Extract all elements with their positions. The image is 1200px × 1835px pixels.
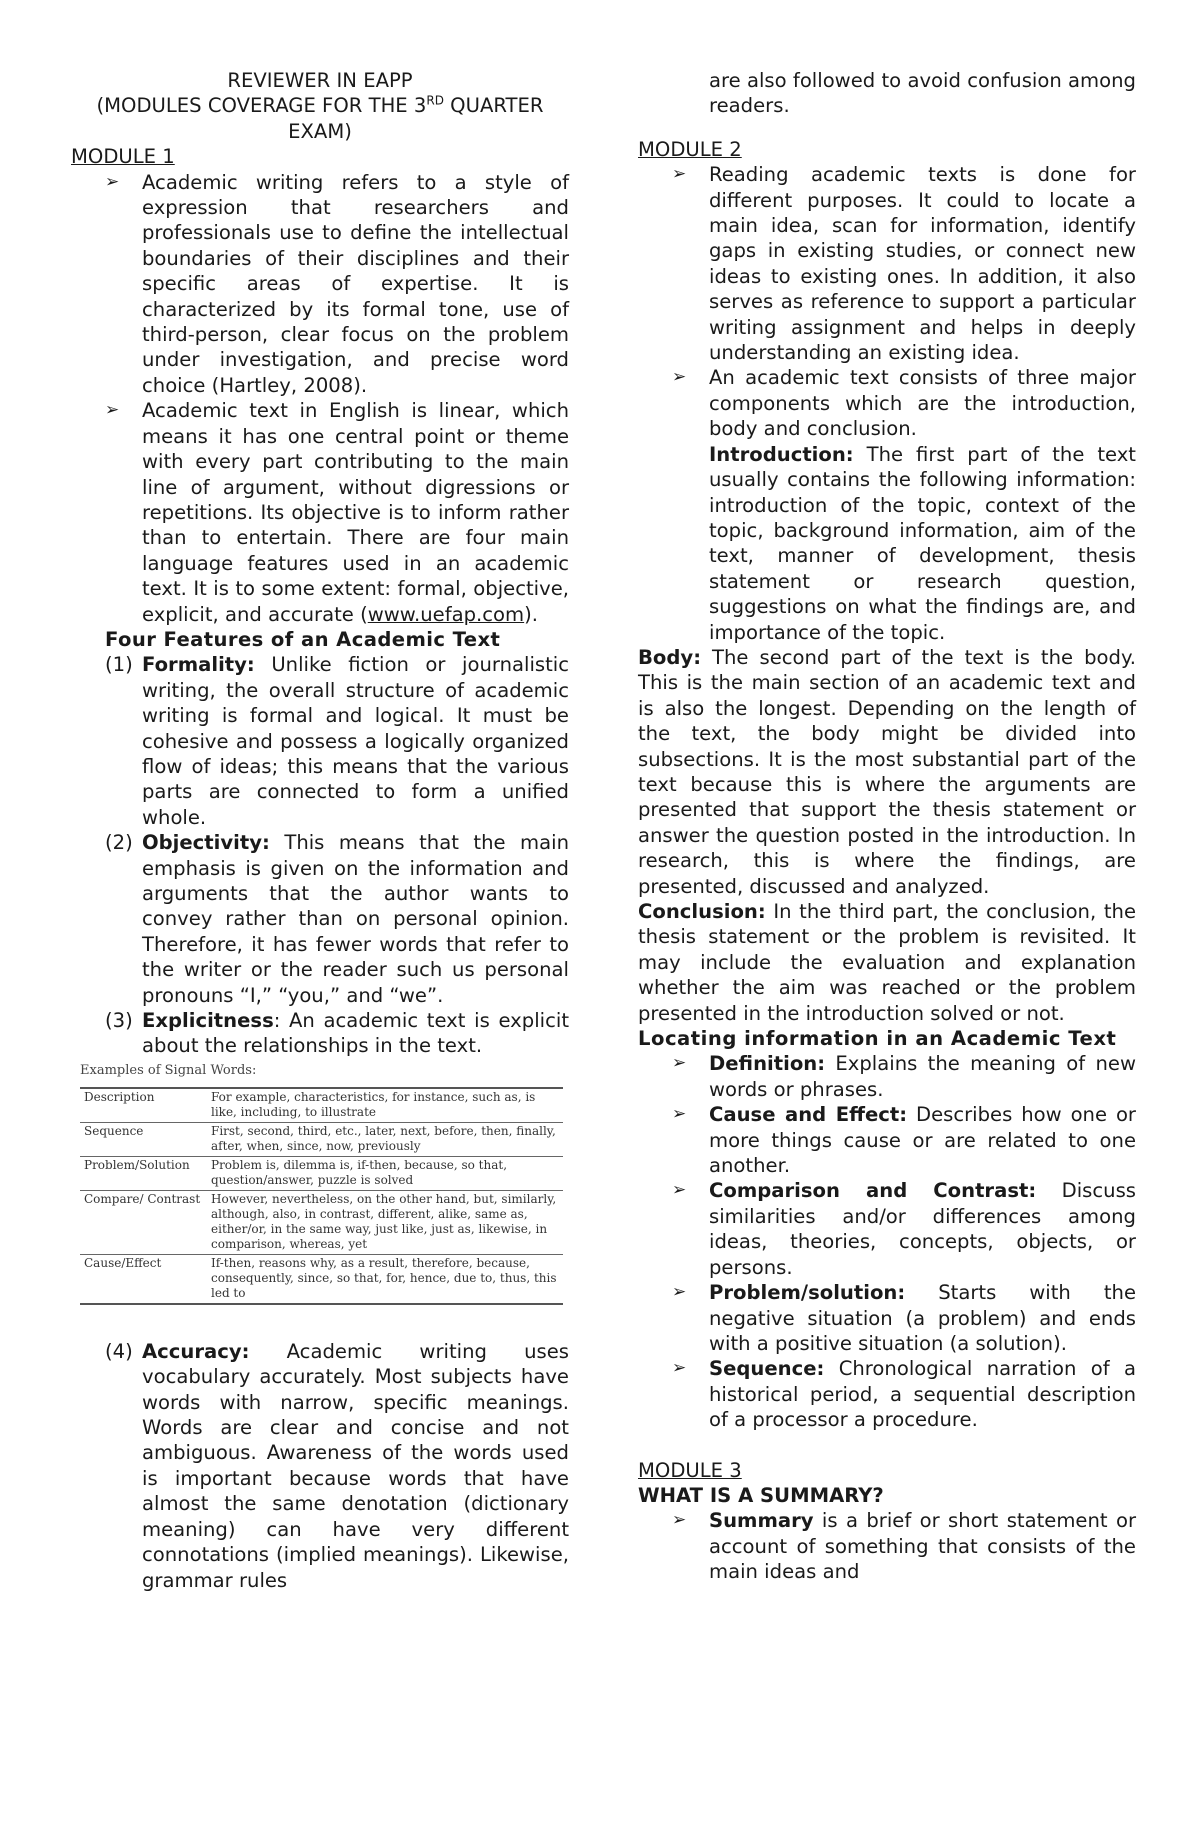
module3-subheading: WHAT IS A SUMMARY? (638, 1483, 884, 1507)
locating-text: Starts with the negative situation (a problem) and ends with a positive situation (a solution). (709, 1281, 1136, 1355)
table-cell-label: Compare/ Contrast (84, 1191, 201, 1206)
feature-term: Objectivity: (142, 831, 270, 855)
arrow-bullet-icon: ➢ (672, 1053, 687, 1074)
module3-heading: MODULE 3 (638, 1458, 742, 1482)
table-cell-words: First, second, third, etc., later, next, before, then, finally, after, when, since, now, previously (211, 1123, 556, 1153)
continued-text: are also followed to avoid confusion among readers. (709, 69, 1136, 118)
conclusion-term: Conclusion: (638, 900, 766, 923)
body-text: The second part of the text is the body. This is the main section of an academic text and is also the longest. Depending on the length of the text, the body might be divided into subsections. It is the most substantial part of the text because this is where the arguments are presented that support the thesis statement or answer the question posted in the introduction. In research, this is where the findings, are presented, discussed and analyzed. (638, 645, 1136, 898)
feature-text: Academic writing uses vocabulary accurately. Most subjects have words with narrow, specific meanings. Words are clear and concise and not ambiguous. Awareness of the words used is important because words that have almost the same denotation (dictionary meaning) can have very different connotations (implied meanings). Likewise, grammar rules (142, 1339, 569, 1592)
module3-bullet (638, 1508, 1136, 1584)
summary-text: is a brief or short statement or account of something that consists of the main ideas and (709, 1509, 1136, 1584)
arrow-bullet-icon: ➢ (672, 1282, 687, 1303)
features-heading: Four Features of an Academic Text (105, 627, 501, 651)
locating-item (638, 1102, 1136, 1178)
table-cell-label: Cause/Effect (84, 1255, 162, 1270)
module1-bullet (71, 398, 569, 627)
table-cell-words: Problem is, dilemma is, if-then, because, so that, question/answer, puzzle is solved (211, 1157, 508, 1187)
locating-term: Sequence: (709, 1357, 825, 1381)
locating-text: Describes how one or more things cause or are related to one another. (709, 1103, 1136, 1178)
left-column (71, 68, 569, 1593)
locating-term: Definition: (709, 1052, 826, 1076)
feature-number: (1) (105, 653, 133, 677)
feature-item (71, 652, 569, 830)
table-row (80, 1122, 563, 1156)
table-cell-words: However, nevertheless, on the other hand, but, similarly, although, also, in contrast, different, alike, same as, either/or, in the same way, just like, just as, likewise, in comparison, whereas, yet (211, 1191, 557, 1251)
introduction-text: The first part of the text usually contains the following information: introduction of the topic, context of the topic, background information, aim of the text, manner of development, thesis statement or research question, suggestions on what the findings are, and importance of the topic. (709, 442, 1136, 644)
locating-item (638, 1051, 1136, 1102)
table-cell-words: For example, characteristics, for instance, such as, is like, including, to illustrate (211, 1089, 536, 1119)
arrow-bullet-icon: ➢ (672, 1104, 687, 1125)
body-paragraph (638, 645, 1136, 899)
locating-heading: Locating information in an Academic Text (638, 1027, 1117, 1051)
feature-number: (3) (105, 1009, 133, 1033)
locating-text: Chronological narration of a historical period, a sequential description of a processor a procedure. (709, 1357, 1136, 1432)
locating-item (638, 1280, 1136, 1356)
feature-number: (4) (105, 1339, 133, 1363)
bullet-text: Academic text in English is linear, which means it has one central point or theme with every part contributing to the main line of argument, without digressions or repetitions. Its objective is to inform rather than to entertain. There are four main language features used in an academic text. It is to some extent: formal, objective, explicit, and accurate ( (142, 399, 569, 626)
feature-number: (2) (105, 831, 133, 855)
feature-text: Unlike fiction or journalistic writing, the overall structure of academic writing is formal and logical. It must be cohesive and possess a logically organized flow of ideas; this means that the various parts are connected to form a unified whole. (142, 653, 569, 829)
arrow-bullet-icon: ➢ (672, 1358, 687, 1379)
bullet-text: Reading academic texts is done for different purposes. It could to locate a main idea, scan for information, identify gaps in existing studies, or connect new ideas to existing ones. In addition, it also serves as reference to support a particular writing assignment and helps in deeply understanding an existing idea. (709, 163, 1136, 365)
table-row (80, 1254, 563, 1304)
feature-text: : An academic text is explicit about the relationships in the text. (142, 1009, 569, 1058)
arrow-bullet-icon: ➢ (672, 164, 687, 185)
introduction-paragraph (638, 442, 1136, 645)
bullet-text: An academic text consists of three major components which are the introduction, body and conclusion. (709, 366, 1136, 441)
uefap-link[interactable]: www.uefap.com (367, 602, 525, 626)
table-row (80, 1088, 563, 1123)
feature-item (71, 1339, 569, 1593)
arrow-bullet-icon: ➢ (672, 1180, 687, 1201)
subtitle-post: QUARTER EXAM) (288, 94, 544, 143)
bullet-text: Academic writing refers to a style of expression that researchers and professionals use to define the intellectual boundaries of their disciplines and their specific areas of expertise. It is characterized by its formal tone, use of third-person, clear focus on the problem under investigation, and precise word choice (Hartley, 2008). (142, 170, 569, 397)
module2-bullet (638, 162, 1136, 365)
table-row (80, 1156, 563, 1190)
feature-term: Accuracy: (142, 1339, 250, 1363)
signal-words-figure (80, 1063, 563, 1305)
locating-text: Discuss similarities and/or differences among ideas, theories, concepts, objects, or persons. (709, 1179, 1137, 1279)
locating-term: Cause and Effect: (709, 1103, 908, 1127)
locating-item (638, 1356, 1136, 1432)
feature-item (71, 830, 569, 1008)
document-subtitle (71, 93, 569, 144)
module1-bullet (71, 170, 569, 399)
locating-text: Explains the meaning of new words or phrases. (709, 1052, 1136, 1101)
table-row (80, 1190, 563, 1254)
feature-item (71, 1008, 569, 1059)
conclusion-text: In the third part, the conclusion, the thesis statement or the problem is revisited. It may include the evaluation and explanation whether the aim was reached or the problem presented in the introduction solved or not. (638, 900, 1136, 1025)
feature-term: Explicitness (142, 1009, 274, 1033)
right-column (638, 68, 1136, 1585)
arrow-bullet-icon: ➢ (672, 367, 687, 388)
locating-term: Problem/solution: (709, 1281, 906, 1305)
arrow-bullet-icon: ➢ (105, 400, 120, 421)
table-cell-label: Problem/Solution (84, 1157, 190, 1172)
table-cell-label: Sequence (84, 1123, 144, 1138)
feature-text: This means that the main emphasis is given on the information and arguments that the author wants to convey rather than on personal opinion. Therefore, it has fewer words that refer to the writer or the reader such us personal pronouns “I,” “you,” and “we”. (142, 831, 569, 1007)
subtitle-pre: (MODULES COVERAGE FOR THE 3 (96, 94, 427, 118)
table-cell-label: Description (84, 1089, 155, 1104)
arrow-bullet-icon: ➢ (672, 1510, 687, 1531)
signal-words-table (80, 1087, 563, 1305)
conclusion-paragraph (638, 899, 1136, 1026)
bullet-text-end: ). (524, 602, 539, 626)
subtitle-sup: RD (426, 93, 444, 108)
introduction-term: Introduction: (709, 442, 854, 466)
locating-term: Comparison and Contrast: (709, 1179, 1037, 1203)
table-cell-words: If-then, reasons why, as a result, therefore, because, consequently, since, so that, for, hence, due to, thus, this led to (211, 1255, 557, 1300)
module1-heading: MODULE 1 (71, 145, 175, 169)
summary-term: Summary (709, 1509, 814, 1533)
module2-heading: MODULE 2 (638, 137, 742, 161)
locating-item (638, 1178, 1136, 1280)
body-term: Body: (638, 645, 702, 669)
signal-words-title: Examples of Signal Words: (80, 1062, 257, 1078)
arrow-bullet-icon: ➢ (105, 171, 120, 192)
module2-bullet (638, 365, 1136, 441)
document-title: REVIEWER IN EAPP (227, 69, 413, 92)
feature-term: Formality: (142, 653, 255, 677)
